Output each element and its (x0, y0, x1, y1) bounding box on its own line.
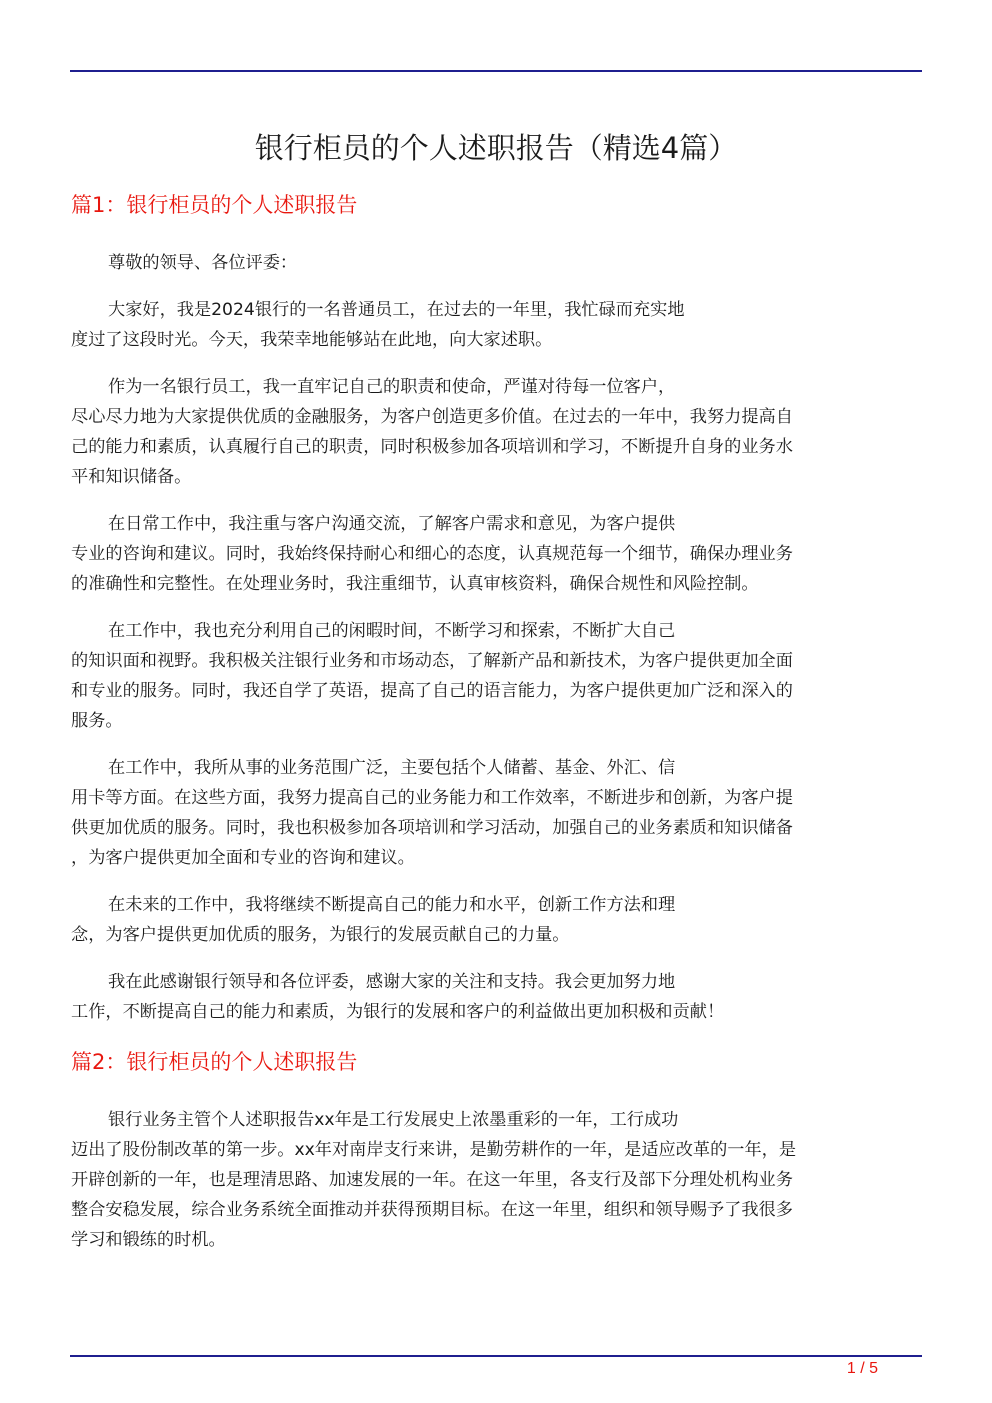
paragraph-line: 度过了这段时光。今天，我荣幸地能够站在此地，向大家述职。 (71, 330, 553, 350)
paragraph (71, 967, 913, 1027)
paragraph (71, 890, 913, 950)
paragraph-line: ，为客户提供更加全面和专业的咨询和建议。 (71, 848, 415, 868)
paragraph-line: 作为一名银行员工，我一直牢记自己的职责和使命，严谨对待每一位客户， (108, 377, 676, 397)
paragraph-line: 在未来的工作中，我将继续不断提高自己的能力和水平，创新工作方法和理 (108, 895, 676, 915)
paragraph-line: 在工作中，我也充分利用自己的闲暇时间，不断学习和探索，不断扩大自己 (108, 621, 676, 641)
paragraph (71, 509, 913, 599)
paragraph (71, 616, 913, 736)
paragraph-line: 银行业务主管个人述职报告xx年是工行发展史上浓墨重彩的一年，工行成功 (108, 1110, 679, 1130)
paragraph-line: 的准确性和完整性。在处理业务时，我注重细节，认真审核资料，确保合规性和风险控制。 (71, 574, 759, 594)
paragraph-line: 平和知识储备。 (71, 467, 192, 487)
paragraph-line: 服务。 (71, 711, 123, 731)
paragraph (71, 753, 913, 873)
section-heading: 篇2：银行柜员的个人述职报告 (71, 1050, 358, 1074)
paragraph-line: 用卡等方面。在这些方面，我努力提高自己的业务能力和工作效率，不断进步和创新，为客户提 (71, 788, 793, 808)
paragraph-line: 我在此感谢银行领导和各位评委，感谢大家的关注和支持。我会更加努力地 (108, 972, 676, 992)
paragraph-line: 在工作中，我所从事的业务范围广泛，主要包括个人储蓄、基金、外汇、信 (108, 758, 676, 778)
paragraph-line: 专业的咨询和建议。同时，我始终保持耐心和细心的态度，认真规范每一个细节，确保办理业务 (71, 544, 793, 564)
paragraph-line: 己的能力和素质，认真履行自己的职责，同时积极参加各项培训和学习，不断提升自身的业务水 (71, 437, 793, 457)
paragraph-line: 尽心尽力地为大家提供优质的金融服务，为客户创造更多价值。在过去的一年中，我努力提高自 (71, 407, 793, 427)
paragraph (71, 248, 913, 278)
paragraph-line: 供更加优质的服务。同时，我也积极参加各项培训和学习活动，加强自己的业务素质和知识储备 (71, 818, 793, 838)
paragraph-line: 整合安稳发展，综合业务系统全面推动并获得预期目标。在这一年里，组织和领导赐予了我很多 (71, 1200, 793, 1220)
section-heading: 篇1：银行柜员的个人述职报告 (71, 193, 358, 217)
footer-rule (70, 1355, 922, 1357)
paragraph (71, 1105, 913, 1255)
paragraph-line: 在日常工作中，我注重与客户沟通交流，了解客户需求和意见，为客户提供 (108, 514, 676, 534)
paragraph-line: 开辟创新的一年，也是理清思路、加速发展的一年。在这一年里，各支行及部下分理处机构业务 (71, 1170, 793, 1190)
paragraph-line: 念，为客户提供更加优质的服务，为银行的发展贡献自己的力量。 (71, 925, 570, 945)
paragraph-line: 工作，不断提高自己的能力和素质，为银行的发展和客户的利益做出更加积极和贡献！ (71, 1002, 725, 1022)
paragraph-line: 迈出了股份制改革的第一步。xx年对南岸支行来讲，是勤劳耕作的一年，是适应改革的一年，是 (71, 1140, 797, 1160)
paragraph-line: 的知识面和视野。我积极关注银行业务和市场动态，了解新产品和新技术，为客户提供更加全面 (71, 651, 793, 671)
document-body (71, 190, 913, 1272)
paragraph-line: 尊敬的领导、各位评委： (108, 253, 298, 273)
header-rule (70, 70, 922, 72)
paragraph (71, 372, 913, 492)
paragraph-line: 和专业的服务。同时，我还自学了英语，提高了自己的语言能力，为客户提供更加广泛和深入的 (71, 681, 793, 701)
document-title: 银行柜员的个人述职报告（精选4篇） (254, 131, 738, 165)
paragraph (71, 295, 913, 355)
paragraph-line: 学习和锻练的时机。 (71, 1230, 226, 1250)
page-number: 1 / 5 (846, 1360, 878, 1377)
paragraph-line: 大家好，我是2024银行的一名普通员工，在过去的一年里，我忙碌而充实地 (108, 300, 685, 320)
